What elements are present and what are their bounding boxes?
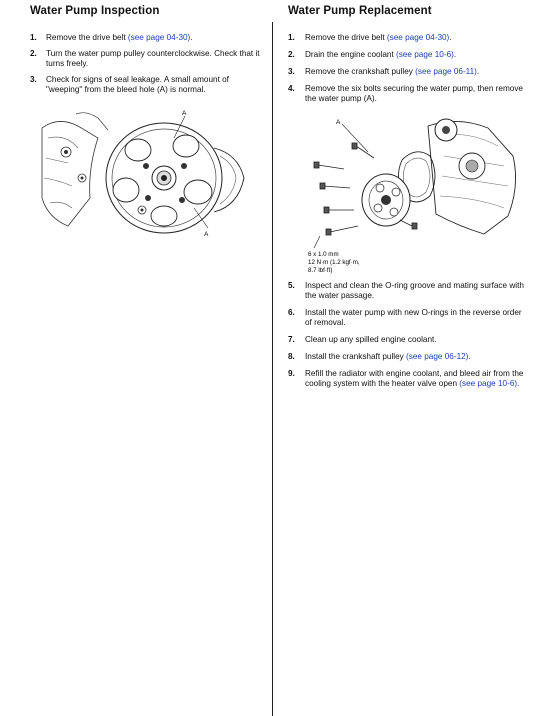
step-text: Inspect and clean the O-ring groove and mating surface with the water passage.	[305, 281, 524, 300]
list-item	[288, 50, 528, 60]
page-link[interactable]: (see page 04-30)	[127, 33, 191, 42]
list-item	[30, 33, 262, 43]
list-item	[30, 75, 262, 95]
page-link[interactable]: (see page 04-30)	[386, 33, 450, 42]
step-text: Drain the engine coolant	[305, 50, 397, 59]
list-item	[288, 369, 528, 389]
step-text: Remove the drive belt	[305, 33, 387, 42]
step-text: Remove the drive belt	[46, 33, 128, 42]
list-item	[288, 84, 528, 104]
page-link[interactable]: (see page 06-12)	[406, 352, 469, 361]
list-item	[30, 49, 262, 69]
step-number: 1.	[288, 33, 295, 42]
bolt-spec-torque: 12 N·m (1.2 kgf·m,	[308, 259, 360, 266]
list-item	[288, 352, 528, 362]
step-text-end: .	[449, 33, 452, 42]
callout-a-bottom: A	[204, 231, 209, 238]
callout-a: A	[336, 119, 341, 126]
bolt-spec-size: 6 x 1.0 mm	[308, 251, 339, 258]
list-item	[288, 281, 528, 301]
replacement-steps-after	[288, 281, 528, 389]
page-link[interactable]: (see page 10-6)	[396, 50, 454, 59]
step-number: 5.	[288, 281, 295, 290]
step-number: 1.	[30, 33, 37, 42]
column-divider	[272, 22, 273, 716]
step-number: 8.	[288, 352, 295, 361]
replacement-title: Water Pump Replacement	[288, 5, 432, 17]
list-item	[288, 67, 528, 77]
bolt-spec-torque-imperial: 8.7 lbf·ft)	[308, 267, 333, 274]
page-link[interactable]: (see page 06-11)	[415, 67, 477, 76]
step-number: 6.	[288, 308, 295, 317]
list-item	[288, 33, 528, 43]
step-number: 2.	[30, 49, 37, 58]
step-text-end: .	[190, 33, 193, 42]
step-number: 7.	[288, 335, 295, 344]
step-text: Remove the six bolts securing the water pump, then remove the water pump (A).	[305, 84, 523, 103]
step-text: Refill the radiator with engine coolant, and bleed air from the cooling system with the heater valve open	[305, 369, 524, 388]
step-text: Install the crankshaft pulley	[305, 352, 407, 361]
step-number: 2.	[288, 50, 295, 59]
step-number: 3.	[288, 67, 295, 76]
step-text: Install the water pump with new O-rings in the reverse order of removal.	[305, 308, 522, 327]
list-item	[288, 335, 528, 345]
callout-a-top: A	[182, 110, 187, 117]
step-text: Turn the water pump pulley counterclockwise. Check that it turns freely.	[46, 49, 260, 68]
water-pump-removal-illustration	[308, 116, 533, 276]
step-text-end: .	[476, 67, 480, 76]
step-text-end: .	[468, 352, 471, 361]
step-text: Clean up any spilled engine coolant.	[305, 335, 437, 344]
inspection-steps	[30, 33, 262, 95]
list-item	[288, 308, 528, 328]
water-pump-pulley-illustration	[38, 108, 266, 244]
page-link[interactable]: (see page 10-6)	[459, 379, 518, 388]
step-text-end: .	[517, 379, 520, 388]
step-number: 9.	[288, 369, 295, 378]
step-text: Check for signs of seal leakage. A small amount of "weeping" from the bleed hole (A) is normal.	[46, 75, 229, 94]
step-number: 4.	[288, 84, 295, 93]
step-number: 3.	[30, 75, 37, 84]
step-text: Remove the crankshaft pulley	[305, 67, 416, 76]
replacement-steps-before	[288, 33, 528, 104]
inspection-title: Water Pump Inspection	[30, 5, 160, 17]
step-text-end: .	[453, 50, 457, 59]
